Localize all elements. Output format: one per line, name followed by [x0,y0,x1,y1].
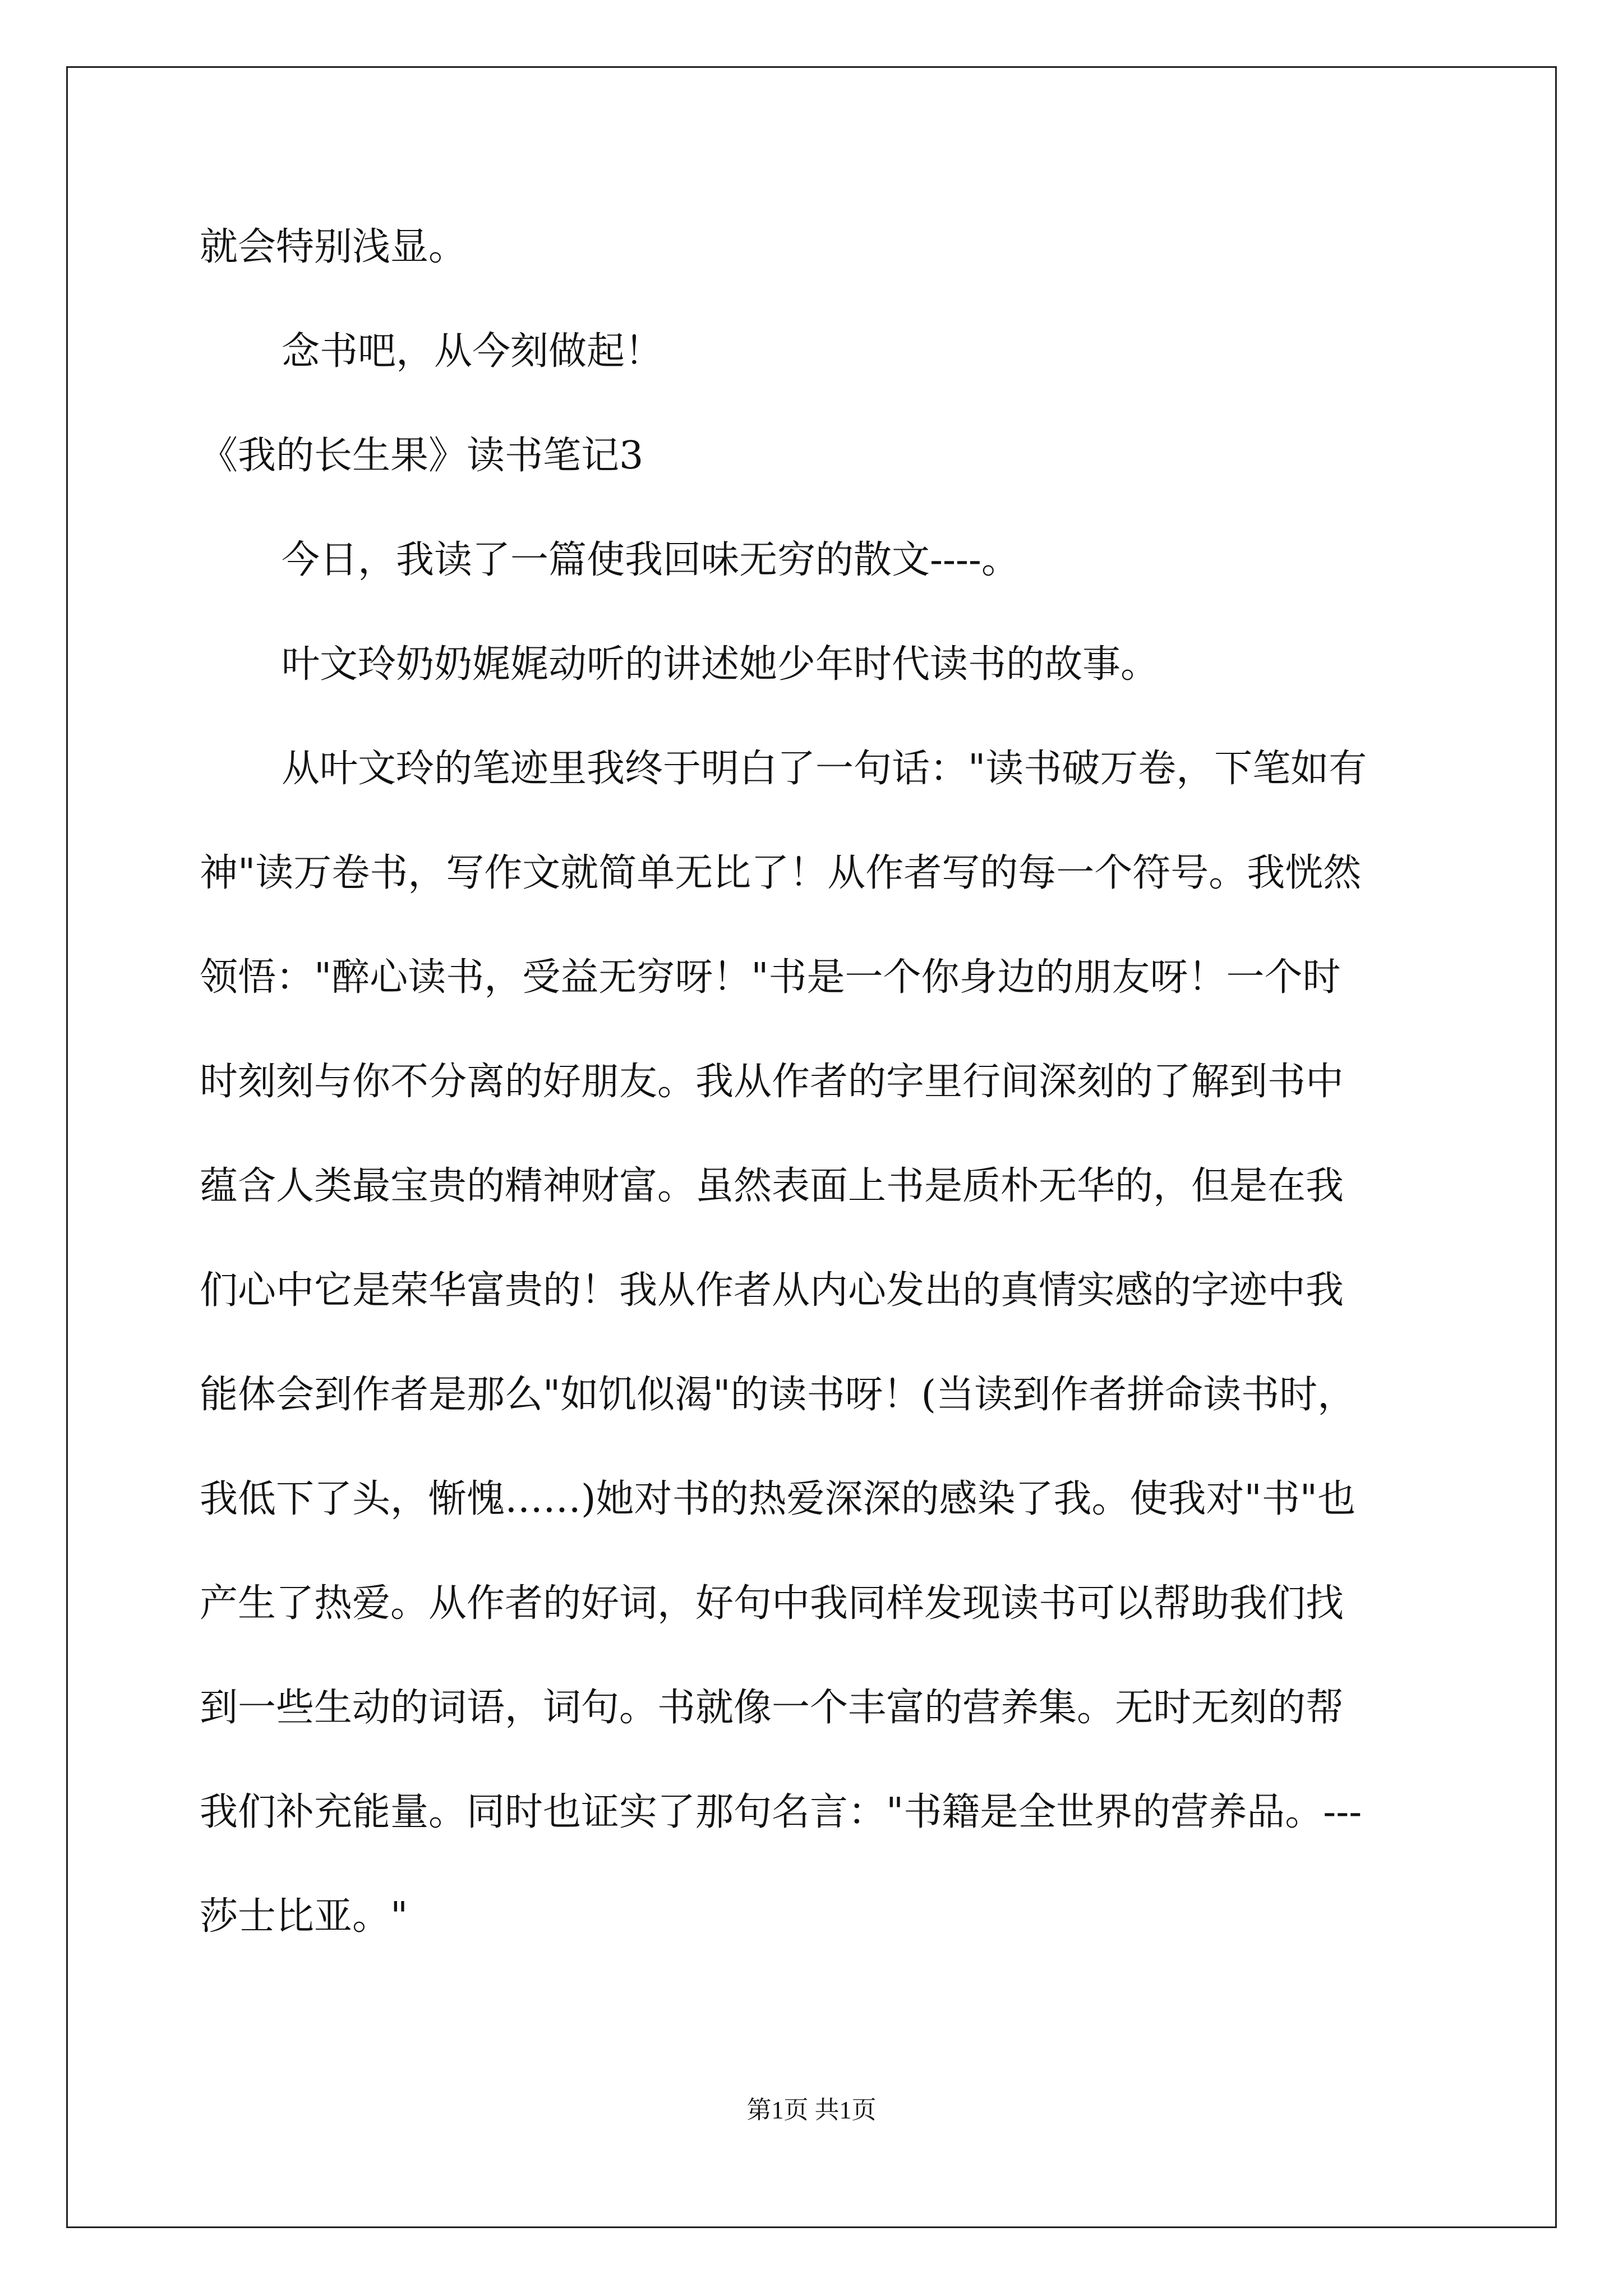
paragraph-line: 领悟："醉心读书，受益无穷呀！"书是一个你身边的朋友呀！一个时 [200,955,1341,1000]
paragraph-line: 产生了热爱。从作者的好词，好句中我同样发现读书可以帮助我们找 [200,1581,1344,1626]
paragraph-line: 时刻刻与你不分离的好朋友。我从作者的字里行间深刻的了解到书中 [200,1060,1344,1104]
paragraph-line: 能体会到作者是那么"如饥似渴"的读书呀！(当读到作者拼命读书时， [200,1373,1356,1417]
paragraph-line: 我们补充能量。同时也证实了那句名言："书籍是全世界的营养品。--- [200,1790,1362,1834]
section-heading: 《我的长生果》读书笔记3 [200,434,644,478]
document-body [200,195,1439,1969]
paragraph-line: 从叶文玲的笔迹里我终于明白了一句话："读书破万卷，下笔如有 [282,747,1367,791]
paragraph-story: 叶文玲奶奶娓娓动听的讲述她少年时代读书的故事。 [282,642,1159,687]
paragraph-line: 我低下了头，惭愧……)她对书的热爱深深的感染了我。使我对"书"也 [200,1477,1356,1521]
paragraph-line: 们心中它是荣华富贵的！我从作者从内心发出的真情实感的字迹中我 [200,1268,1344,1313]
page-footer: 第1页 共1页 [746,2096,877,2124]
paragraph-line: 蕴含人类最宝贵的精神财富。虽然表面上书是质朴无华的，但是在我 [200,1164,1344,1208]
paragraph-line: 到一些生动的词语，词句。书就像一个丰富的营养集。无时无刻的帮 [200,1686,1344,1730]
paragraph-intro: 今日，我读了一篇使我回味无穷的散文----。 [282,538,1020,582]
paragraph-continuation: 就会特别浅显。 [200,225,467,269]
paragraph-line: 神"读万卷书，写作文就简单无比了！从作者写的每一个符号。我恍然 [200,851,1362,895]
paragraph-exhortation: 念书吧，从今刻做起！ [282,329,663,374]
paragraph-line: 莎士比亚。" [200,1894,408,1939]
paragraph-reflection [200,717,1439,1969]
